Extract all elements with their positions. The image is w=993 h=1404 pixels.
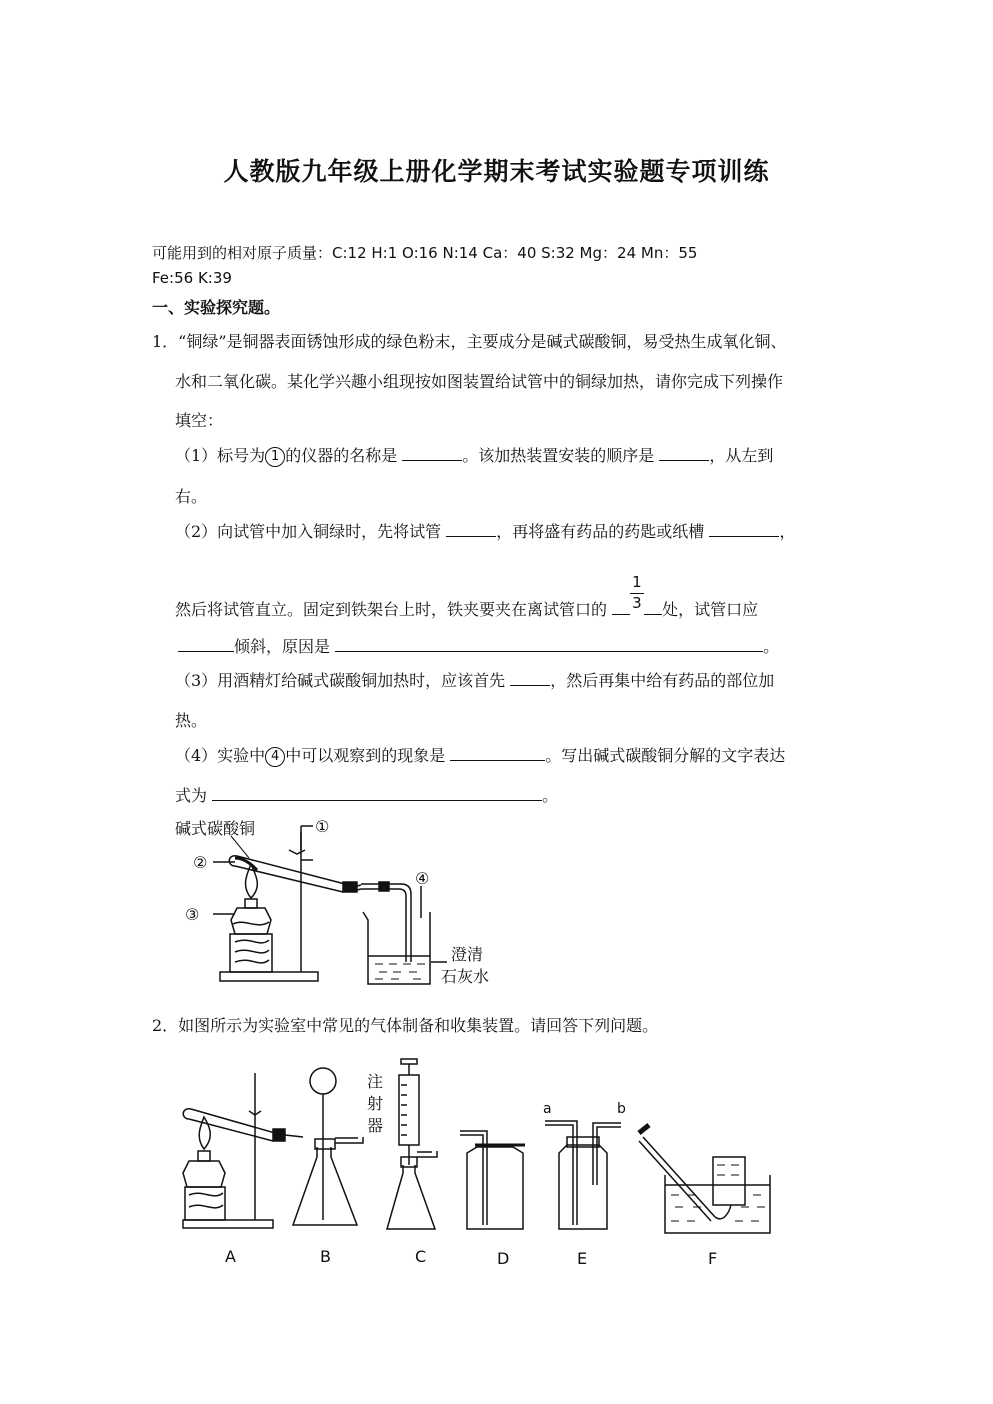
reagent-label: 碱式碳酸铜: [175, 819, 256, 838]
label-e: E: [577, 1249, 588, 1268]
apparatus-e: [545, 1121, 621, 1229]
page-title: 人教版九年级上册化学期末考试实验题专项训练: [223, 157, 770, 186]
figure-heating-apparatus: [165, 812, 515, 994]
apparatus-c: [387, 1059, 437, 1229]
q1-sub2-text-d: 然后将试管直立。固定到铁架台上时，铁夹要夹在离试管口的: [175, 600, 608, 619]
q1-sub4-text-d: 式为: [175, 786, 208, 805]
q1-line-1: 1．“铜绿”是铜器表面锈蚀形成的绿色粉末，主要成分是碱式碳酸铜，易受热生成氧化铜、: [152, 332, 787, 351]
fraction-one-third: $\frac{1}{3}$: [630, 595, 644, 617]
label-d: D: [497, 1249, 510, 1268]
answer-blank[interactable]: [178, 637, 234, 652]
q1-sub1-text-b: 的仪器的名称是: [285, 446, 398, 465]
q1-sub2-text-a: （2）向试管中加入铜绿时，先将试管: [175, 522, 442, 541]
q1-sub2-line-3: [178, 634, 779, 657]
answer-blank[interactable]: [335, 637, 763, 652]
q1-sub3-end: 热。: [175, 711, 208, 730]
q1-sub2-line-2: [175, 573, 759, 620]
q1-sub2-line: [175, 519, 795, 542]
port-b-label: b: [617, 1101, 626, 1117]
syringe-char-1: 注: [367, 1072, 384, 1091]
answer-blank[interactable]: [644, 600, 662, 615]
answer-blank[interactable]: [212, 786, 542, 801]
atomic-mass-line-2: Fe:56 K:39: [152, 269, 232, 287]
fig-marker-4: ④: [415, 869, 430, 888]
q1-line-2: 水和二氧化碳。某化学兴趣小组现按如图装置给试管中的铜绿加热，请你完成下列操作: [175, 372, 784, 391]
stopper: [343, 882, 357, 892]
apparatus-a: [183, 1073, 303, 1228]
q1-sub1-text-c: 。该加热装置安装的顺序是: [462, 446, 655, 465]
fig-marker-1: ①: [315, 817, 330, 836]
q1-sub1-line: [175, 443, 773, 467]
fig-marker-3: ③: [185, 905, 200, 924]
q1-sub2-text-c: ，: [779, 522, 796, 541]
label-b: B: [320, 1247, 331, 1266]
clear-label: 澄清: [451, 945, 484, 964]
answer-blank[interactable]: [402, 446, 462, 461]
section-heading: 一、实验探究题。: [152, 298, 281, 317]
answer-blank[interactable]: [450, 746, 545, 761]
q1-sub3-text-b: ，然后再集中给有药品的部位加: [550, 671, 775, 690]
limewater-label: 石灰水: [441, 967, 490, 986]
q1-sub1-end: 右。: [175, 487, 208, 506]
syringe-char-2: 射: [367, 1094, 384, 1113]
q1-sub2-text-g: 。: [763, 637, 780, 656]
label-c: C: [415, 1247, 427, 1266]
beaker: [363, 912, 430, 984]
answer-blank[interactable]: [709, 522, 779, 537]
answer-blank[interactable]: [510, 671, 550, 686]
apparatus-b: [293, 1068, 363, 1225]
label-a: A: [225, 1247, 236, 1266]
q1-sub2-text-e: 处，试管口应: [662, 600, 759, 619]
q1-sub4-text-e: 。: [542, 786, 559, 805]
q2-text: 2．如图所示为实验室中常见的气体制备和收集装置。请回答下列问题。: [152, 1016, 659, 1035]
clamp: [289, 850, 305, 854]
wood-block: [230, 934, 272, 972]
q1-sub4-text-c: 。写出碱式碳酸铜分解的文字表达: [545, 746, 786, 765]
test-tube: [235, 856, 345, 892]
answer-blank[interactable]: [659, 446, 709, 461]
apparatus-f: [639, 1125, 770, 1233]
q1-sub3-line: [175, 668, 774, 691]
figure-gas-apparatus: [175, 1045, 785, 1275]
answer-blank[interactable]: [446, 522, 496, 537]
marker-4: 4: [265, 747, 285, 767]
q1-sub3-text-a: （3）用酒精灯给碱式碳酸铜加热时，应该首先: [175, 671, 506, 690]
q1-sub1-text-a: （1）标号为: [175, 446, 266, 465]
q1-sub2-text-f: 倾斜，原因是: [234, 637, 331, 656]
q1-sub4-text-b: 中可以观察到的现象是: [285, 746, 446, 765]
q1-sub2-text-b: ，再将盛有药品的药匙或纸槽: [496, 522, 705, 541]
q1-sub4-line-2: [175, 783, 558, 806]
alcohol-lamp: [231, 908, 271, 934]
label-f: F: [708, 1249, 718, 1268]
port-a-label: a: [543, 1101, 552, 1117]
marker-1: 1: [265, 447, 285, 467]
answer-blank[interactable]: [612, 600, 630, 615]
stand-base: [220, 972, 318, 981]
fig-marker-2: ②: [193, 853, 208, 872]
apparatus-d: [460, 1131, 525, 1229]
q1-sub4-line: [175, 743, 785, 767]
q1-sub4-text-a: （4）实验中: [175, 746, 266, 765]
q1-line-3: 填空：: [175, 411, 224, 430]
q1-sub1-text-d: ，从左到: [709, 446, 774, 465]
syringe-char-3: 器: [367, 1116, 384, 1135]
atomic-mass-line-1: 可能用到的相对原子质量：C:12 H:1 O:16 N:14 Ca：40 S:32 Mg：24 Mn：55: [152, 244, 698, 262]
